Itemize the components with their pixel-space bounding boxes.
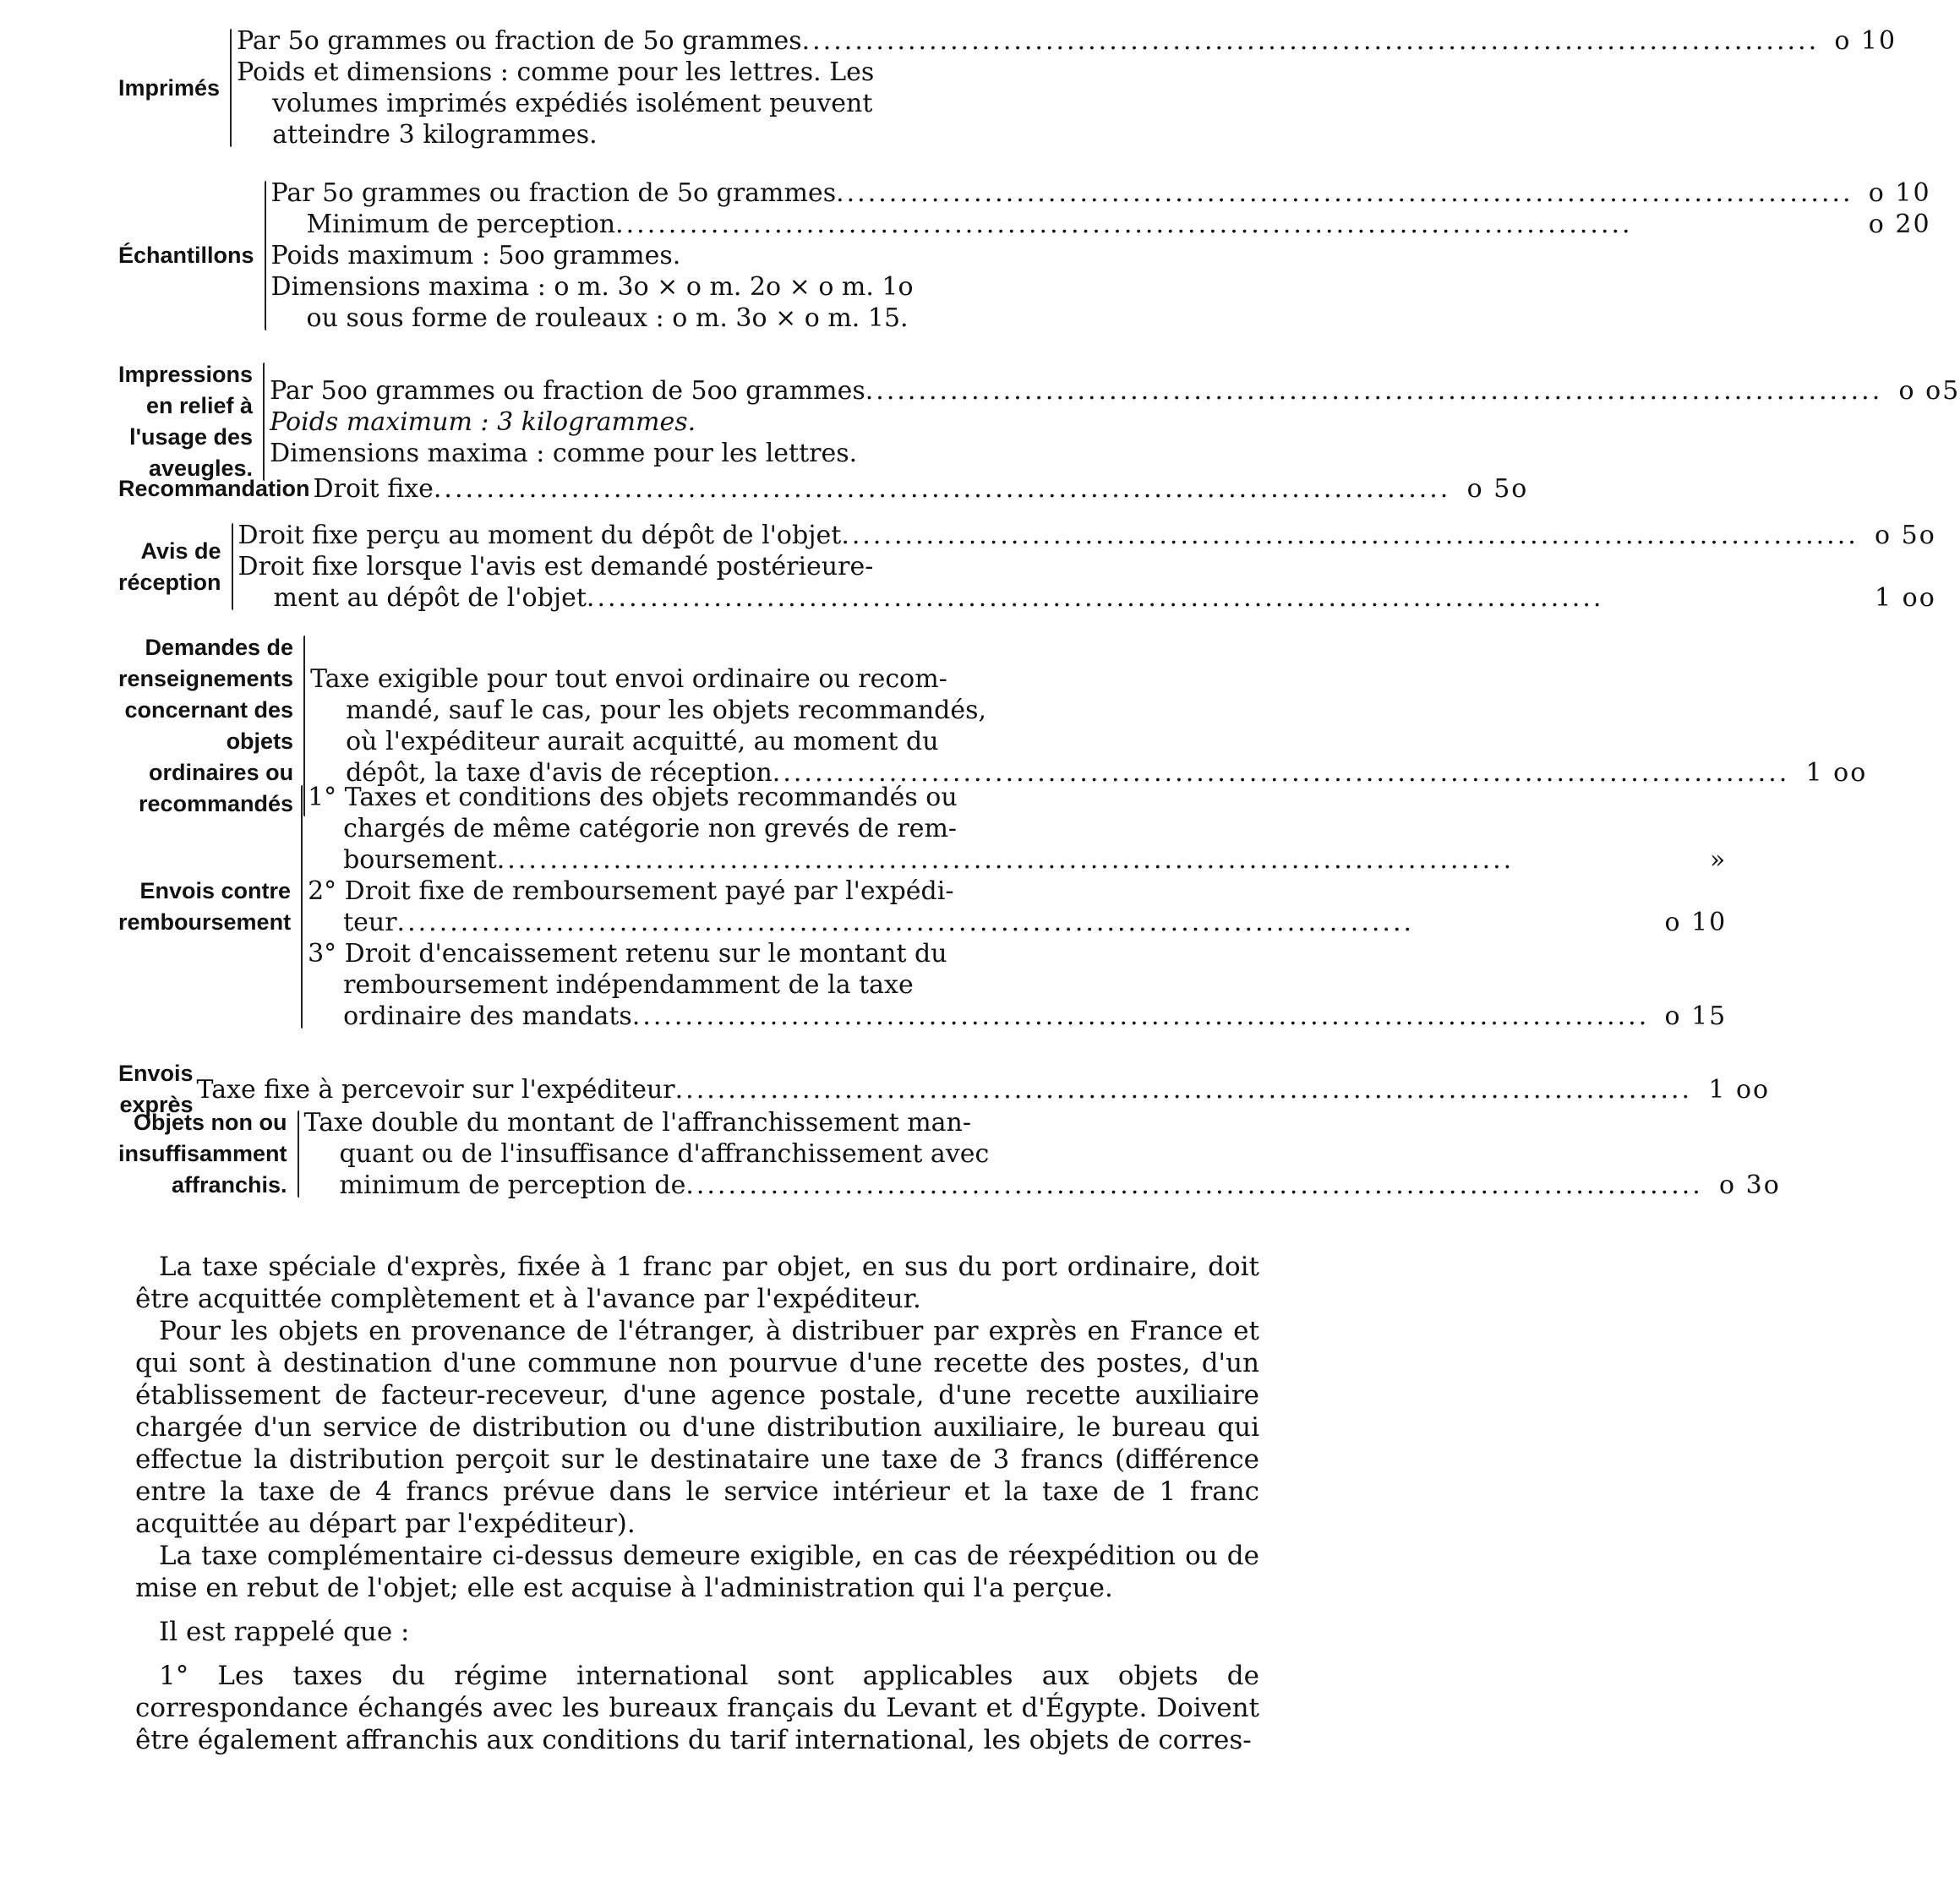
tariff-line (304, 1107, 1781, 1138)
tariff-line (271, 271, 1931, 303)
tariff-line (310, 726, 1867, 757)
category-label: Recommandation (118, 476, 310, 501)
tariff-line (310, 663, 1867, 695)
line-text: Poids et dimensions : comme pour les lettres. Les (237, 57, 875, 87)
tariff-line (271, 240, 1931, 271)
leader-dots (685, 1170, 1702, 1201)
category-label: Envois contre remboursement (118, 878, 292, 935)
tariff-line (237, 88, 1897, 119)
tariff-line (304, 1138, 1781, 1170)
brace (298, 1110, 299, 1198)
tariff-row-objets-non-affranchis (118, 1107, 1781, 1201)
tariff-row-impressions-relief (118, 359, 1960, 484)
brace (301, 785, 303, 1029)
line-text: Poids maximum : 3 kilogrammes. (270, 407, 696, 437)
price: o 20 (1868, 210, 1931, 239)
tariff-line (238, 520, 1936, 551)
tariff-line (238, 551, 1936, 582)
price: o o5 (1898, 375, 1960, 406)
tariff-line (310, 695, 1867, 726)
category-label: Impressions en relief à l'usage des aveugles. (118, 362, 254, 481)
line-text: remboursement indépendamment de la taxe (343, 970, 914, 1000)
line-text: teur (343, 908, 397, 937)
tariff-lines (271, 177, 1931, 334)
leader-dots (497, 844, 1650, 876)
tariff-line (238, 582, 1936, 614)
line-text: Droit fixe (313, 474, 434, 504)
tariff-lines (238, 520, 1936, 614)
tariff-line (308, 876, 1727, 907)
tariff-line (308, 813, 1727, 844)
paragraph: Pour les objets en provenance de l'étranger, à distribuer par exprès en France et qui sont à destination d'une commune non pourvue d'une recette des postes, d'un établissement de facteur-receveur, d'une agence postale, d'une recette auxiliaire chargée d'un service de distribution ou d'une distribution auxiliaire, le bureau qui effectue la distribution perçoit sur le destinataire une taxe de 3 francs (différence entre la taxe de 4 francs prévue dans le service intérieur et la taxe de 1 franc acquittée au départ par l'expéditeur). (135, 1316, 1259, 1539)
tariff-row-recommandation (118, 473, 1529, 505)
tariff-line (237, 57, 1897, 88)
tariff-line (271, 177, 1931, 209)
price: 1 oo (1875, 583, 1936, 613)
line-text: 2° Droit fixe de remboursement payé par l'expédi- (308, 876, 954, 906)
line-text: Par 5o grammes ou fraction de 5o grammes (270, 178, 837, 208)
line-text: ment au dépôt de l'objet (273, 583, 587, 613)
category-label: Envois exprès (118, 1061, 194, 1117)
spacer (135, 1604, 1259, 1616)
line-text: Dimensions maxima : comme pour les lettres. (270, 438, 858, 468)
line-text: Minimum de perception (306, 210, 616, 239)
tariff-line (270, 375, 1960, 407)
brace (230, 29, 232, 147)
tariff-lines (270, 375, 1960, 469)
tariff-line (237, 25, 1897, 57)
leader-dots (841, 520, 1858, 551)
leader-dots (802, 25, 1819, 57)
tariff-row-envois-remboursement (118, 782, 1728, 1032)
body-text (135, 1251, 1259, 1756)
price: o 5o (1875, 521, 1936, 550)
tariff-line (314, 473, 1529, 505)
tariff-line (270, 438, 1960, 469)
tariff-row-imprimes (118, 25, 1897, 150)
price: o 15 (1664, 1001, 1728, 1031)
category-label: Échantillons (118, 243, 254, 268)
paragraph: Il est rappelé que : (159, 1617, 410, 1647)
leader-dots (632, 1001, 1649, 1032)
price: o 3o (1719, 1170, 1781, 1200)
tariff-row-echantillons (118, 177, 1931, 334)
price: o 5o (1466, 474, 1529, 504)
line-text: où l'expéditeur aurait acquitté, au moment du (346, 727, 939, 756)
line-text: Taxe double du montant de l'affranchissement man- (303, 1108, 971, 1138)
tariff-lines (314, 473, 1529, 505)
price: o 10 (1664, 908, 1728, 937)
paragraph: La taxe spéciale d'exprès, fixée à 1 franc par objet, en sus du port ordinaire, doit être acquittée complètement et à l'avance par l'expéditeur. (135, 1252, 1259, 1314)
tariff-line (271, 303, 1931, 334)
tariff-line (308, 907, 1727, 938)
price: o 10 (1834, 26, 1897, 56)
tariff-row-avis-reception (118, 520, 1936, 614)
category-label: Avis de réception (118, 537, 221, 595)
line-text: ou sous forme de rouleaux : o m. 3o × o m. 15. (306, 303, 909, 333)
line-text: dépôt, la taxe d'avis de réception (346, 758, 773, 788)
tariff-line (308, 844, 1727, 876)
tariff-line (308, 782, 1727, 813)
line-text: minimum de perception de (339, 1170, 686, 1200)
tariff-line (237, 119, 1897, 150)
category-label: Objets non ou insuffisamment affranchis. (118, 1110, 287, 1198)
tariff-line (308, 969, 1727, 1001)
leader-dots (675, 1074, 1692, 1105)
line-text: 1° Taxes et conditions des objets recommandés ou (308, 783, 958, 812)
tariff-lines (237, 25, 1897, 150)
tariff-lines (308, 782, 1727, 1032)
leader-dots (434, 473, 1450, 505)
line-text: quant ou de l'insuffisance d'affranchissement avec (339, 1139, 990, 1169)
price: 1 oo (1805, 758, 1868, 788)
leader-dots (865, 375, 1882, 407)
line-text: atteindre 3 kilogrammes. (272, 120, 598, 150)
line-text: Dimensions maxima : o m. 3o × o m. 2o × o m. 1o (270, 272, 914, 302)
line-text: Droit fixe perçu au moment du dépôt de l'objet (237, 521, 842, 550)
tariff-line (304, 1170, 1781, 1201)
tariff-line (197, 1074, 1771, 1105)
spacer (135, 1648, 1259, 1660)
line-text: Taxe exigible pour tout envoi ordinaire ou recom- (310, 664, 947, 694)
brace (265, 181, 266, 330)
line-text: chargés de même catégorie non grevés de rem- (343, 814, 958, 843)
price: » (1709, 845, 1728, 875)
brace (232, 523, 233, 610)
tariff-lines (197, 1074, 1771, 1105)
tariff-line (308, 938, 1727, 969)
leader-dots (587, 582, 1859, 614)
tariff-lines (304, 1107, 1781, 1201)
tariff-line (308, 1001, 1727, 1032)
line-text: Taxe fixe à percevoir sur l'expéditeur (196, 1074, 675, 1105)
line-text: Droit fixe lorsque l'avis est demandé postérieure- (237, 552, 874, 581)
leader-dots (615, 209, 1853, 240)
line-text: boursement (343, 845, 497, 875)
line-text: Poids maximum : 5oo grammes. (270, 241, 681, 270)
line-text: volumes imprimés expédiés isolément peuvent (272, 89, 873, 118)
price: o 10 (1868, 178, 1931, 208)
line-text: Par 5o grammes ou fraction de 5o grammes (237, 26, 802, 56)
leader-dots (836, 177, 1853, 209)
leader-dots (397, 907, 1650, 938)
category-label: Demandes de renseignements concernant des objets ordinaires ou recommandés (118, 635, 294, 816)
tariff-line (271, 209, 1931, 240)
line-text: mandé, sauf le cas, pour les objets recommandés, (346, 696, 987, 725)
tariff-line (270, 407, 1960, 438)
line-text: 3° Droit d'encaissement retenu sur le montant du (308, 939, 947, 969)
line-text: Par 5oo grammes ou fraction de 5oo grammes (270, 375, 865, 406)
price: 1 oo (1708, 1074, 1771, 1105)
tariff-lines (310, 663, 1867, 788)
paragraph: La taxe complémentaire ci-dessus demeure exigible, en cas de réexpédition ou de mise en rebut de l'objet; elle est acquise à l'administration qui l'a perçue. (135, 1541, 1259, 1603)
category-label: Imprimés (118, 74, 221, 101)
paragraph: 1° Les taxes du régime international sont applicables aux objets de correspondance échangés avec les bureaux français du Levant et d'Égypte. Doivent être également affranchis aux conditions du tarif international, les objets de corres- (135, 1661, 1259, 1755)
line-text: ordinaire des mandats (343, 1001, 632, 1031)
brace (263, 363, 265, 481)
